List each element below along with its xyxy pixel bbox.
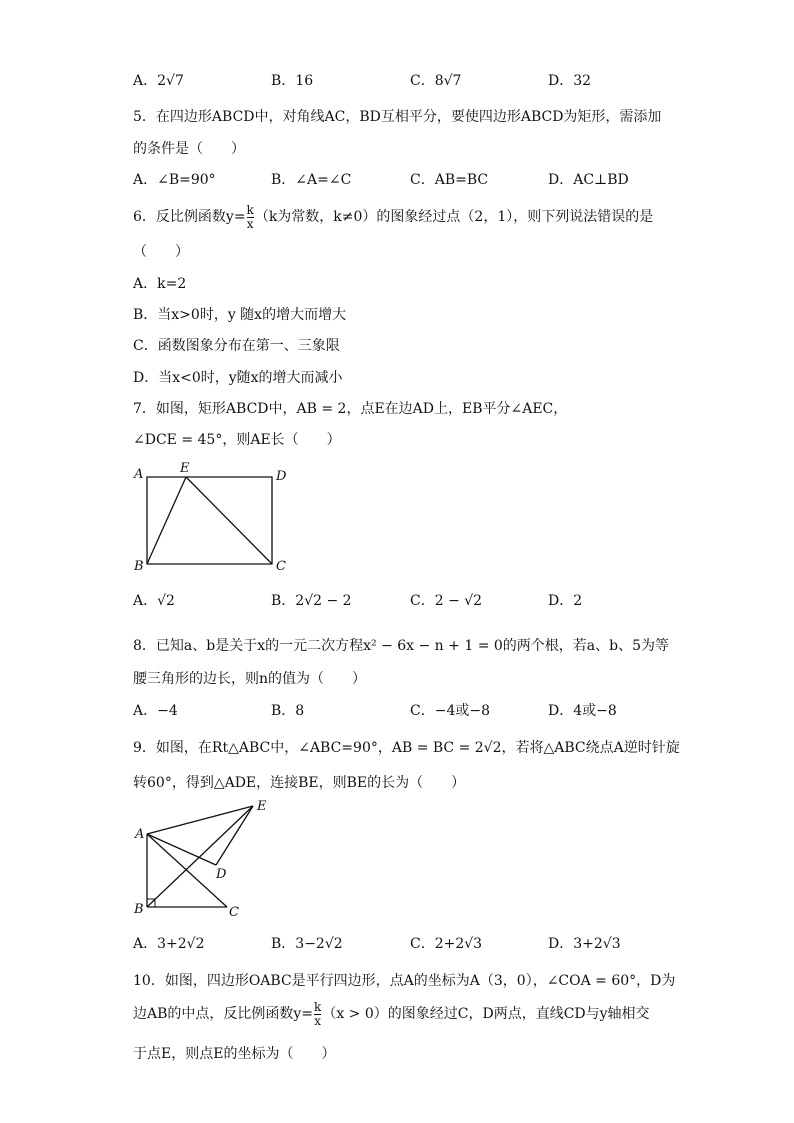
- q8-options: [133, 701, 693, 721]
- q9-option-b[interactable]: B．3−2√2: [271, 936, 343, 952]
- q7-option-a[interactable]: A．√2: [133, 593, 175, 609]
- q6-stem-line1: [133, 203, 653, 231]
- q9-segment-ae: [147, 806, 253, 834]
- q8-option-a[interactable]: A．−4: [133, 703, 178, 719]
- q7-label-b: B: [134, 559, 144, 574]
- q9-segment-ad: [147, 834, 216, 865]
- q6-stem-post: （k为常数，k≠0）的图象经过点（2，1），则下列说法错误的是: [254, 209, 654, 225]
- q6-choice-c[interactable]: C．函数图象分布在第一、三象限: [133, 338, 340, 354]
- q9-option-d[interactable]: D．3+2√3: [548, 936, 621, 952]
- q9-option-a[interactable]: A．3+2√2: [133, 936, 205, 952]
- q7-label-c: C: [276, 559, 286, 574]
- q9-stem-line1: 9．如图，在Rt△ABC中，∠ABC=90°，AB = BC = 2√2，若将△ABC绕点A逆时针旋: [133, 740, 680, 756]
- q4-option-b[interactable]: B．16: [271, 73, 314, 89]
- q6-choice-b[interactable]: B．当x>0时，y 随x的增大而增大: [133, 307, 347, 323]
- q9-option-c[interactable]: C．2+2√3: [410, 936, 483, 952]
- q5-option-a[interactable]: A．∠B=90°: [133, 172, 216, 188]
- q9-label-d: D: [216, 867, 227, 882]
- q9-stem-line2: 转60°，得到△ADE，连接BE，则BE的长为（ ）: [133, 775, 466, 791]
- q8-option-c[interactable]: C．−4或−8: [410, 703, 490, 719]
- q10-stem-line1: 10．如图，四边形OABC是平行四边形，点A的坐标为A（3，0），∠COA = 60°，D为: [133, 973, 676, 989]
- q4-option-d[interactable]: D．32: [548, 73, 592, 89]
- q8-option-b[interactable]: B．8: [271, 703, 305, 719]
- q4-option-c[interactable]: C．8√7: [410, 73, 462, 89]
- q10-frac-num: k: [314, 999, 322, 1014]
- q9-label-b: B: [134, 902, 144, 917]
- q6-frac-den: x: [246, 216, 254, 231]
- q7-label-e: E: [180, 461, 190, 476]
- q7-rectangle-abcd: [147, 477, 272, 564]
- q5-stem-line2: 的条件是（ ）: [133, 141, 245, 157]
- q6-frac-num: k: [246, 202, 254, 217]
- q5-option-c[interactable]: C．AB=BC: [410, 172, 489, 188]
- q6-choice-d[interactable]: D．当x<0时，y随x的增大而减小: [133, 370, 343, 386]
- q7-option-b[interactable]: B．2√2 − 2: [271, 593, 352, 609]
- q7-stem-line1: 7．如图，矩形ABCD中，AB = 2，点E在边AD上，EB平分∠AEC，: [133, 401, 568, 417]
- q10-frac-den: x: [314, 1013, 322, 1028]
- q9-segment-be: [147, 806, 253, 907]
- q5-option-b[interactable]: B．∠A=∠C: [271, 172, 352, 188]
- q7-segment-ec: [186, 477, 272, 564]
- q6-stem-pre: 6．反比例函数y=: [133, 209, 246, 225]
- q5-options: [133, 170, 693, 190]
- q10-stem-pre: 边AB的中点，反比例函数y=: [133, 1006, 314, 1022]
- q9-label-c: C: [229, 905, 239, 920]
- q7-options: [133, 591, 693, 611]
- q6-choice-a[interactable]: A．k=2: [133, 276, 187, 292]
- q9-label-a: A: [135, 827, 145, 842]
- q7-option-c[interactable]: C．2 − √2: [410, 593, 483, 609]
- q4-options: [133, 71, 693, 91]
- q10-fraction: [314, 1001, 321, 1028]
- q10-stem-line3: 于点E，则点E的坐标为（ ）: [133, 1046, 336, 1062]
- q9-label-e: E: [257, 799, 267, 814]
- q9-figure: [128, 796, 278, 924]
- q10-stem-line2: [133, 1000, 650, 1028]
- q10-stem-post: （x > 0）的图象经过C，D两点，直线CD与y轴相交: [322, 1006, 650, 1022]
- q8-stem-line2: 腰三角形的边长，则n的值为（ ）: [133, 671, 367, 687]
- q7-label-d: D: [276, 469, 287, 484]
- q5-stem-line1: 5．在四边形ABCD中，对角线AC，BD互相平分，要使四边形ABCD为矩形，需添加: [133, 109, 662, 125]
- q4-option-a[interactable]: A．2√7: [133, 73, 184, 89]
- q8-option-d[interactable]: D．4或−8: [548, 703, 617, 719]
- q9-options: [133, 934, 693, 954]
- q6-fraction: [247, 204, 254, 231]
- q7-segment-eb: [147, 477, 186, 564]
- q7-label-a: A: [134, 467, 144, 482]
- q5-option-d[interactable]: D．AC⊥BD: [548, 172, 629, 188]
- q7-stem-line2: ∠DCE = 45°，则AE长（ ）: [133, 432, 341, 448]
- q6-stem-line2: （ ）: [133, 244, 189, 260]
- q7-option-d[interactable]: D．2: [548, 593, 583, 609]
- q8-stem-line1: 8．已知a、b是关于x的一元二次方程x² − 6x − n + 1 = 0的两个根，若a、b、5为等: [133, 638, 669, 654]
- q7-figure: [125, 458, 295, 578]
